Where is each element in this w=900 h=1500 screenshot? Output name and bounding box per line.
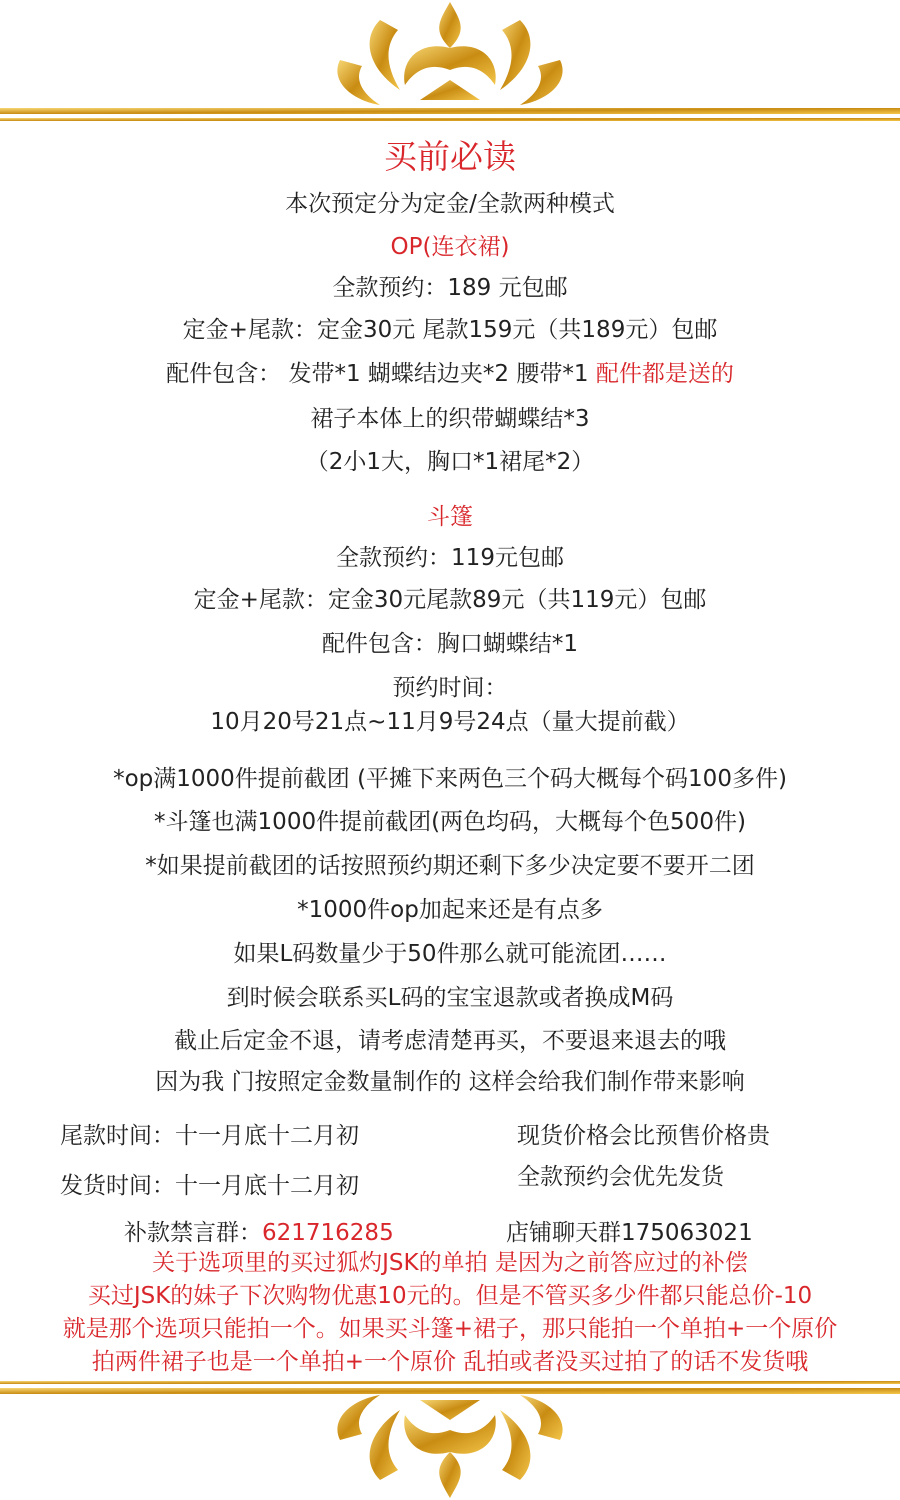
payment-group xyxy=(124,1218,394,1248)
note-line: *op满1000件提前截团 (平摊下来两色三个码大概每个码100多件) xyxy=(113,766,787,792)
op-bows: 裙子本体上的织带蝴蝶结*3 xyxy=(310,406,590,432)
op-full-price: 全款预约：189 元包邮 xyxy=(332,275,568,301)
op-bows-detail: （2小1大，胸口*1裙尾*2） xyxy=(305,449,595,475)
cloak-time-value: 10月20号21点~11月9号24点（量大提前截） xyxy=(210,709,690,735)
payment-group-number: 621716285 xyxy=(262,1220,394,1246)
note-line: 到时候会联系买L码的宝宝退款或者换成M码 xyxy=(226,985,674,1011)
note-line: 截止后定金不退，请考虑清楚再买，不要退来退去的哦 xyxy=(174,1028,726,1054)
intro-text: 本次预定分为定金/全款两种模式 xyxy=(285,191,615,217)
chat-group: 店铺聊天群175063021 xyxy=(506,1220,753,1246)
price-note: 现货价格会比预售价格贵 xyxy=(517,1123,770,1149)
op-accessories xyxy=(0,359,900,389)
note-line: *如果提前截团的话按照预约期还剩下多少决定要不要开二团 xyxy=(145,853,755,879)
note-line: 因为我 门按照定金数量制作的 这样会给我们制作带来影响 xyxy=(155,1069,745,1095)
red-note-line: 拍两件裙子也是一个单拍+一个原价 乱拍或者没买过拍了的话不发货哦 xyxy=(91,1349,809,1375)
ship-time: 发货时间：十一月底十二月初 xyxy=(60,1173,359,1199)
gold-crown-ornament-bottom xyxy=(0,1375,900,1500)
payment-group-label: 补款禁言群： xyxy=(124,1220,262,1246)
op-accessories-note: 配件都是送的 xyxy=(595,361,734,387)
op-heading: OP(连衣裙) xyxy=(390,234,510,260)
cloak-deposit: 定金+尾款：定金30元尾款89元（共119元）包邮 xyxy=(193,587,707,613)
priority-note: 全款预约会优先发货 xyxy=(517,1164,724,1190)
op-accessories-label: 配件包含： 发带*1 蝴蝶结边夹*2 腰带*1 xyxy=(166,361,589,387)
note-line: *斗篷也满1000件提前截团(两色均码，大概每个色500件) xyxy=(154,809,746,835)
page-title: 买前必读 xyxy=(384,137,516,176)
cloak-accessories: 配件包含：胸口蝴蝶结*1 xyxy=(321,631,579,657)
op-deposit: 定金+尾款：定金30元 尾款159元（共189元）包邮 xyxy=(182,317,718,343)
gold-crown-ornament-top xyxy=(0,0,900,130)
red-note-line: 就是那个选项只能拍一个。如果买斗篷+裙子，那只能拍一个单拍+一个原价 xyxy=(62,1316,838,1342)
note-line: 如果L码数量少于50件那么就可能流团…… xyxy=(233,941,667,967)
cloak-time-label: 预约时间： xyxy=(392,675,508,701)
balance-time: 尾款时间：十一月底十二月初 xyxy=(60,1123,359,1149)
red-note-line: 买过JSK的妹子下次购物优惠10元的。但是不管买多少件都只能总价-10 xyxy=(87,1283,813,1309)
cloak-full-price: 全款预约：119元包邮 xyxy=(336,545,564,571)
cloak-heading: 斗篷 xyxy=(427,504,473,530)
note-line: *1000件op加起来还是有点多 xyxy=(297,897,603,923)
red-note-line: 关于选项里的买过狐灼JSK的单拍 是因为之前答应过的补偿 xyxy=(152,1250,748,1276)
